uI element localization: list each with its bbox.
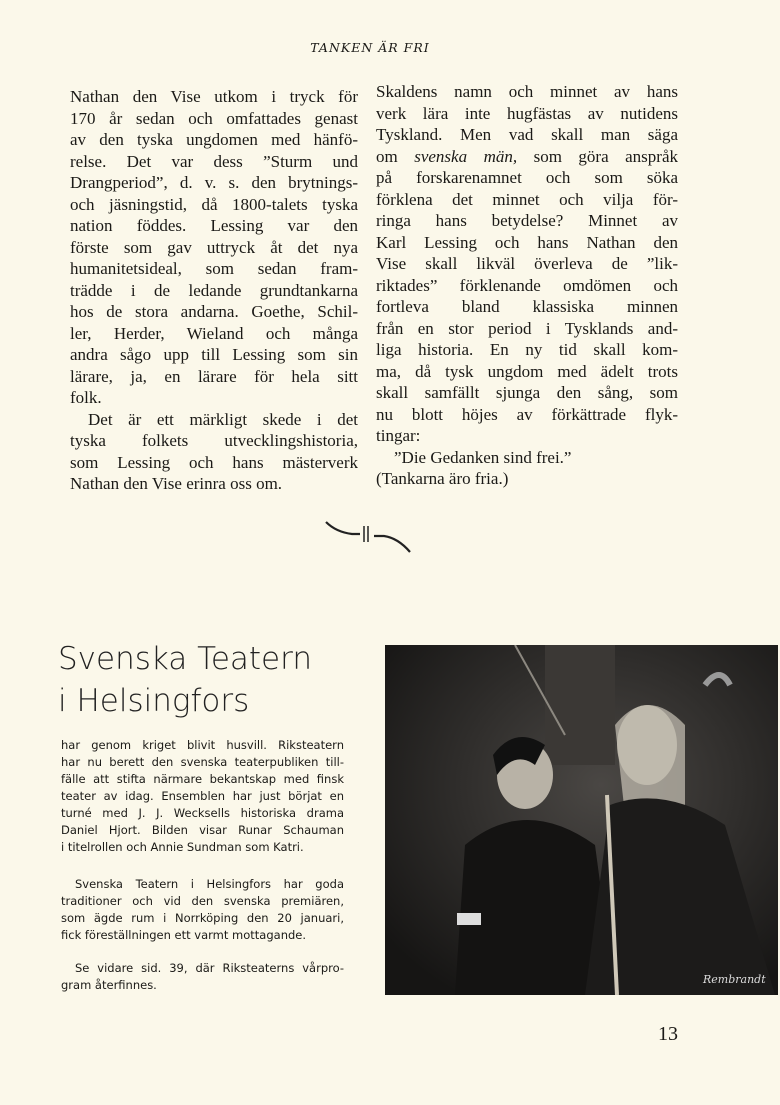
text-line: förklena det minnet och vilja för- (376, 189, 678, 209)
text-span: om (376, 146, 415, 166)
text-line: riktades” förklenande omdömen och (376, 275, 678, 295)
photo-illustration (385, 645, 778, 995)
text-line: av den tyska ungdomen med hänfö- (70, 130, 358, 149)
text-line: nu blott höjes av förkättrade flyk- (376, 404, 678, 424)
text-line: ler, Herder, Wieland och många (70, 323, 358, 343)
text-line: verk lära inte hugfästas av nutidens (376, 103, 678, 123)
photo-signature: Rembrandt (703, 973, 766, 986)
text-line: på forskarenamnet och som söka (376, 168, 678, 187)
text-line: Skaldens namn och minnet av hans (376, 82, 678, 101)
title-line: Svenska Teatern (58, 641, 312, 677)
italic-emphasis: svenska män, (414, 146, 518, 166)
text-line: andra sågo upp till Lessing som sin (70, 345, 358, 364)
text-line: fortleva bland klassiska minnen (376, 297, 678, 316)
text-line: Nathan den Vise utkom i tryck för (70, 87, 358, 106)
text-span: som göra anspråk (517, 146, 678, 166)
text-line: gram återfinnes. (61, 978, 157, 992)
text-line: Karl Lessing och hans Nathan den (376, 232, 678, 252)
text-line: folk. (70, 388, 102, 407)
text-line: Drangperiod”, d. v. s. den brytnings- (70, 173, 358, 192)
text-line: teater av idag. Ensemblen har just börjat en (61, 789, 344, 803)
text-line: trädde i de ledande grundtankarna (70, 280, 358, 300)
right-text-column (376, 81, 678, 490)
text-line: hos de stora andarna. Goethe, Schil- (70, 302, 358, 321)
text-line: tyska folkets utvecklingshistoria, (70, 431, 358, 450)
text-line: har nu berett den svenska teaterpubliken till- (61, 755, 344, 769)
article-paragraph (61, 960, 344, 994)
text-line: (Tankarna äro fria.) (376, 469, 509, 488)
text-line: liga historia. En ny tid skall kom- (376, 340, 678, 359)
text-line: och jäsningstid, då 1800-talets tyska (70, 194, 358, 214)
text-line: som ägde rum i Norrköping den 20 januari, (61, 911, 344, 925)
text-line: tingar: (376, 426, 421, 445)
article-title (58, 638, 312, 722)
text-line: Tyskland. Men vad skall man säga (376, 125, 678, 144)
text-line: fick föreställningen ett varmt mottagande. (61, 928, 307, 942)
text-line: traditioner och vid den svenska premiären, (61, 894, 344, 908)
text-line: ringa hans betydelse? Minnet av (376, 211, 678, 230)
text-line (376, 146, 678, 168)
text-line: Vise skall likväl överleva de ”lik- (376, 254, 678, 273)
text-line: Svenska Teatern i Helsingfors har goda (75, 877, 344, 891)
text-line: Det är ett märkligt skede i det (88, 409, 358, 429)
left-text-column (70, 86, 358, 495)
text-line: från en stor period i Tysklands and- (376, 318, 678, 338)
text-line: ma, då tysk ungdom med ädelt trots (376, 361, 678, 381)
text-line: humanitetsideal, som sedan fram- (70, 259, 358, 278)
title-line: i Helsingfors (58, 683, 250, 719)
text-line: turné med J. J. Wecksells historiska drama (61, 806, 344, 820)
text-line: 170 år sedan och omfattades genast (70, 108, 358, 128)
text-line: Se vidare sid. 39, där Riksteaterns vårpro- (75, 961, 344, 975)
article-paragraph (61, 737, 344, 856)
text-line: i titelrollen och Annie Sundman som Katri. (61, 840, 304, 854)
section-divider-ornament-icon (322, 516, 414, 556)
text-line: ”Die Gedanken sind frei.” (394, 447, 572, 467)
theatre-photo (385, 645, 778, 995)
running-header: TANKEN ÄR FRI (310, 40, 430, 55)
article-paragraph (61, 876, 344, 944)
text-line: har genom kriget blivit husvill. Riksteatern (61, 738, 344, 752)
text-line: lärare, ja, en lärare för hela sitt (70, 366, 358, 386)
page-number: 13 (658, 1023, 678, 1045)
text-line: Nathan den Vise erinra oss om. (70, 474, 283, 493)
text-line: fälle att stifta närmare bekantskap med finsk (61, 772, 344, 786)
text-line: skall samfällt sjunga den sång, som (376, 383, 678, 402)
text-line: relse. Det var dess ”Sturm und (70, 151, 358, 171)
text-line: som Lessing och hans mästerverk (70, 452, 358, 472)
text-line: nation föddes. Lessing var den (70, 216, 358, 235)
text-line: förste som gav uttryck åt det nya (70, 237, 358, 257)
text-line: Daniel Hjort. Bilden visar Runar Schauman (61, 823, 344, 837)
